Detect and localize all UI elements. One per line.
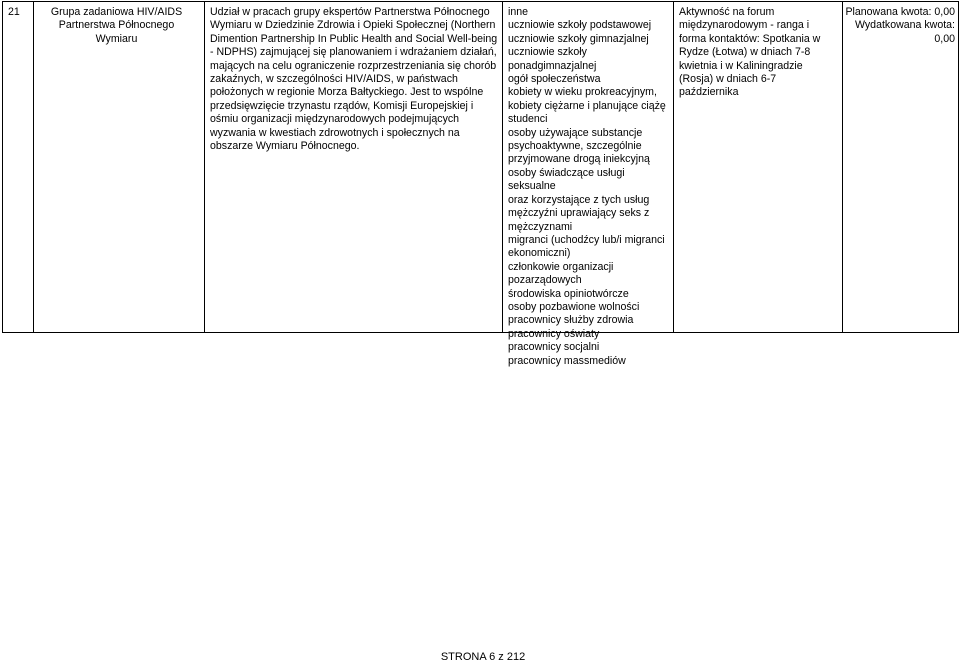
page-number: STRONA 6 z 212	[440, 651, 526, 663]
spent-amount: Wydatkowana kwota: 0,00	[854, 19, 955, 45]
target-group-item: osoby pozbawione wolności	[508, 300, 640, 313]
row-number-cell	[2, 2, 33, 332]
group-cell	[33, 2, 204, 332]
group-name: Grupa zadaniowa HIV/AIDS Partnerstwa Północnego Wymiaru	[50, 6, 183, 45]
target-group-item: ekonomiczni)	[508, 247, 571, 260]
target-group-item: członkowie organizacji	[508, 260, 614, 273]
target-group-item: inne	[508, 6, 529, 18]
target-group-item: osoby używające substancje	[508, 126, 643, 139]
target-group-item: mężczyznami	[508, 220, 573, 233]
target-group-item: mężczyźni uprawiający seks z	[508, 207, 650, 220]
target-groups-list	[508, 6, 669, 368]
target-group-item: uczniowie szkoły podstawowej	[508, 19, 652, 32]
international-activity: Aktywność na forum międzynarodowym - ranga i forma kontaktów: Spotkania w Rydze (Łotwa) w dniach 7-8 kwietnia i w Kaliningradzie (Rosja) w dniach 6-7 października	[679, 6, 821, 99]
target-group-item: psychoaktywne, szczególnie	[508, 140, 642, 153]
target-group-item: pozarządowych	[508, 274, 582, 287]
target-groups-cell	[502, 2, 673, 367]
row-number: 21	[8, 6, 20, 18]
target-group-item: studenci	[508, 113, 548, 126]
tasks-table	[2, 1, 959, 367]
target-group-item: kobiety w wieku prokreacyjnym,	[508, 86, 657, 99]
target-group-item: migranci (uchodźcy lub/i migranci	[508, 233, 665, 246]
target-group-item: ogół społeczeństwa	[508, 73, 601, 86]
target-group-item: oraz korzystające z tych usług	[508, 193, 650, 206]
target-group-item: uczniowie szkoły gimnazjalnej	[508, 32, 649, 45]
target-group-item: pracownicy oświaty	[508, 327, 600, 340]
target-group-item: uczniowie szkoły ponadgimnazjalnej	[508, 46, 597, 72]
target-group-item: przyjmowane drogą iniekcyjną	[508, 153, 650, 166]
funding-cell	[842, 2, 959, 332]
task-description: Udział w pracach grupy ekspertów Partnerstwa Północnego Wymiaru w Dziedzinie Zdrowia i Opieki Społecznej (Northern Dimention Partnership In Public Health and Social Well-being - NDPHS) zajmującej się planowaniem i wdrażaniem działań, mających na celu ograniczenie rozprzestrzeniania się chorób zakaźnych, w szczególności HIV/AIDS, w państwach położonych w regionie Morza Bałtyckiego. Jest to wspólne przedsięwzięcie trzynastu rządów, Komisji Europejskiej i ośmiu organizacji międzynarodowych podejmujących wyzwania w kwestiach zdrowotnych i społecznych na obszarze Wymiaru Północnego.	[210, 6, 498, 153]
target-group-item: pracownicy socjalni	[508, 341, 600, 354]
activity-cell	[673, 2, 842, 332]
target-group-item: pracownicy służby zdrowia	[508, 314, 634, 327]
target-group-item: kobiety ciężarne i planujące ciążę	[508, 99, 666, 112]
planned-amount: Planowana kwota: 0,00	[845, 6, 955, 18]
description-cell	[204, 2, 502, 332]
target-group-item: środowiska opiniotwórcze	[508, 287, 629, 300]
target-group-item: pracownicy massmediów	[508, 354, 626, 367]
target-group-item: osoby świadczące usługi seksualne	[508, 166, 625, 193]
